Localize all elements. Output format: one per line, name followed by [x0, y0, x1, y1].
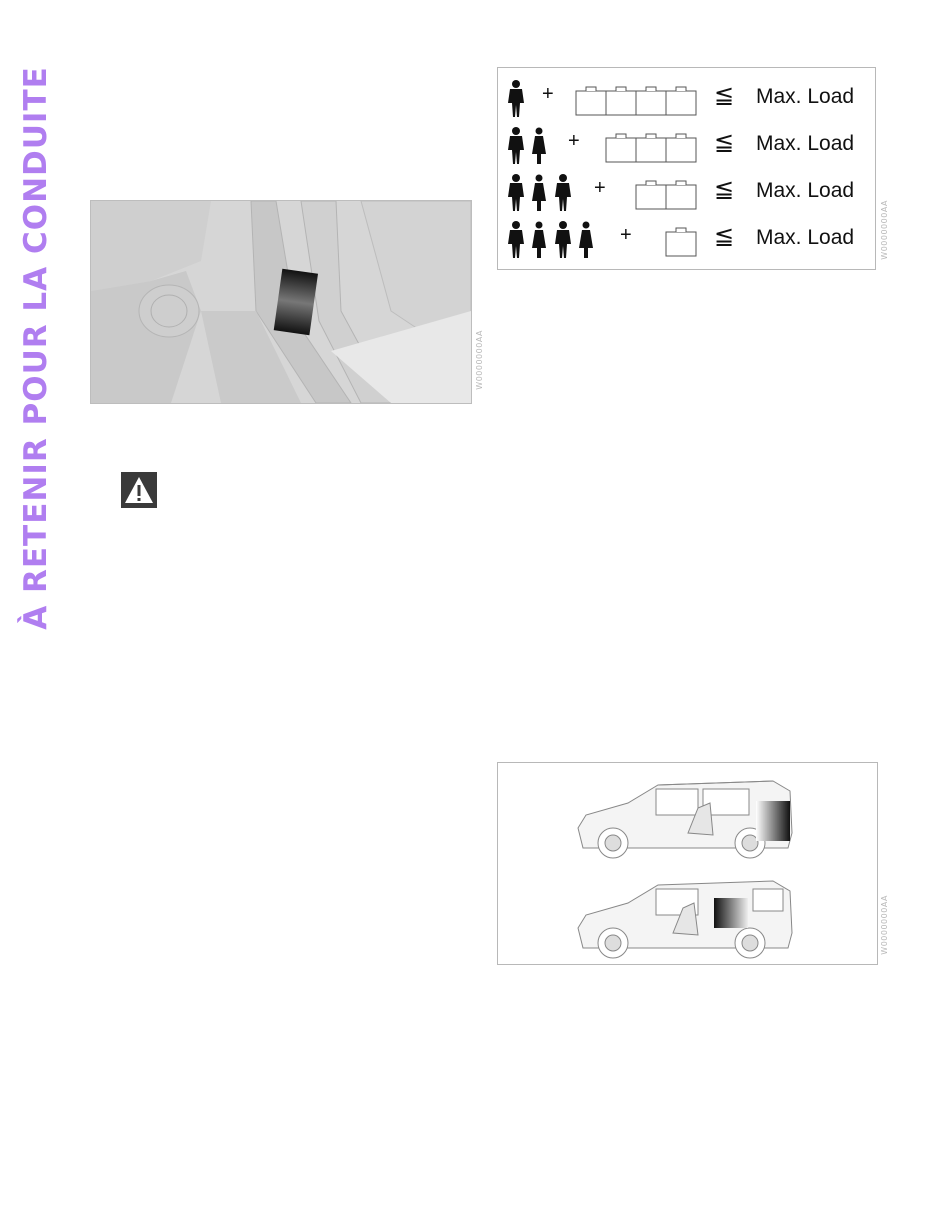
less-or-equal-sign: ≦: [714, 175, 735, 203]
less-or-equal-sign: ≦: [714, 128, 735, 156]
suitcase-icons: [604, 130, 704, 164]
door-pillar-illustration: [91, 201, 471, 403]
max-load-label: Max. Load: [756, 132, 855, 155]
max-load-label: Max. Load: [756, 179, 855, 202]
figure-code: W0000000AA: [880, 200, 889, 260]
car-lower: [578, 881, 792, 958]
load-capacity-figure: [497, 67, 876, 270]
person-icons: [506, 220, 606, 260]
less-or-equal-sign: ≦: [714, 222, 735, 250]
chapter-side-tab-label: À RETENIR POUR LA CONDUITE: [18, 66, 54, 630]
suitcase-icons: [574, 83, 704, 117]
plus-sign: +: [568, 130, 580, 152]
figure-code: W0000000AA: [880, 895, 889, 955]
max-load-label: Max. Load: [756, 226, 855, 249]
car-side-views-illustration: [498, 763, 877, 964]
plus-sign: +: [594, 177, 606, 199]
suitcase-icons: [664, 224, 704, 258]
figure-code: W0000000AA: [475, 330, 484, 390]
cargo-area-figure: [497, 762, 878, 965]
door-pillar-figure: [90, 200, 472, 404]
load-row: [498, 124, 875, 164]
plus-sign: +: [620, 224, 632, 246]
warning-triangle-icon: [121, 472, 157, 508]
person-icons: [506, 126, 606, 166]
warning-icon: [121, 472, 157, 508]
cargo-area-marker: [714, 898, 748, 928]
chapter-side-tab: [4, 30, 64, 630]
max-load-label: Max. Load: [756, 85, 855, 108]
person-icons: [506, 173, 606, 213]
load-row: [498, 77, 875, 117]
cargo-area-marker: [756, 801, 790, 841]
less-or-equal-sign: ≦: [714, 81, 735, 109]
load-row: [498, 171, 875, 211]
suitcase-icons: [634, 177, 704, 211]
load-row: [498, 218, 875, 258]
plus-sign: +: [542, 83, 554, 105]
